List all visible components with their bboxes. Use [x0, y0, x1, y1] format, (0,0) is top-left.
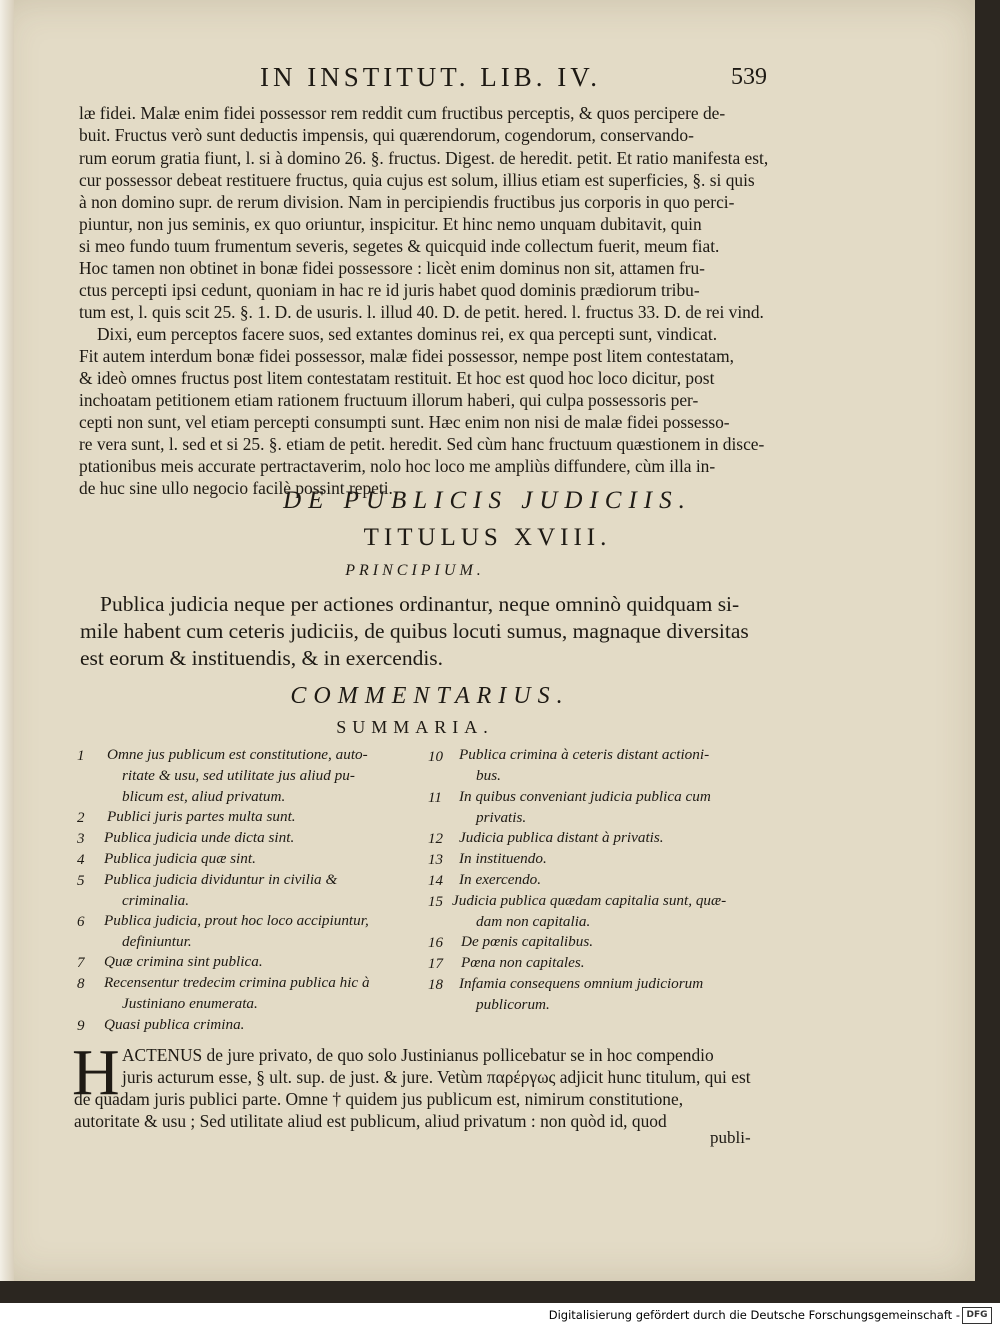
summary-line: Quæ crimina sint publica.: [104, 953, 263, 970]
summary-number: 9: [77, 1018, 85, 1034]
text-line: ptationibus meis accurate pertractaverim, nolo hoc loco me ampliùs diffundere, cùm illa in-: [79, 456, 716, 476]
drop-capital: H: [72, 1036, 120, 1109]
summary-number: 10: [428, 749, 443, 765]
text-line: autoritate & usu ; Sed utilitate aliud est publicum, aliud privatum : non quòd id, quod: [74, 1111, 667, 1131]
text-line: & ideò omnes fructus post litem contestatam restituit. Et hoc est quod hoc loco dicitur, post: [79, 368, 715, 388]
text-line: si meo fundo tuum frumentum severis, segetes & quicquid inde collectum fuerit, meum fiat.: [79, 236, 720, 256]
summary-number: 2: [77, 810, 85, 826]
running-title: IN INSTITUT. LIB. IV.: [260, 62, 601, 92]
law-line: Publica judicia neque per actiones ordinantur, neque omninò quidquam si-: [100, 592, 740, 616]
text-line: tum est, l. quis scit 25. §. 1. D. de usuris. l. illud 40. D. de petit. hered. l. fructus 33. D. de rei vind.: [79, 302, 764, 322]
summary-number: 8: [77, 976, 85, 992]
text-line: Fit autem interdum bonæ fidei possessor, malæ fidei possessor, nempe post litem contestatam,: [79, 346, 735, 366]
text-line: rum eorum gratia fiunt, l. si à domino 26. §. fructus. Digest. de heredit. petit. Et ratio manifesta est,: [79, 148, 769, 168]
summary-line: Publici juris partes multa sunt.: [107, 808, 296, 825]
summary-line: bus.: [476, 767, 501, 784]
summary-number: 12: [428, 831, 443, 847]
text-line: Dixi, eum perceptos facere suos, sed extantes dominus rei, ex qua percepti sunt, vindicat.: [97, 324, 718, 344]
section-heading: DE PUBLICIS JUDICIIS.: [283, 487, 692, 514]
digitization-footer: [0, 1303, 1000, 1327]
summary-line: criminalia.: [122, 892, 190, 909]
summary-number: 15: [428, 894, 443, 910]
summary-line: Omne jus publicum est constitutione, auto-: [107, 746, 368, 763]
summary-number: 5: [77, 873, 85, 889]
summary-number: 17: [428, 956, 443, 972]
summaria-heading: SUMMARIA.: [336, 717, 494, 737]
summary-line: Quasi publica crimina.: [104, 1016, 245, 1033]
summary-number: 14: [428, 873, 443, 889]
summary-line: Pœna non capitales.: [461, 954, 585, 971]
page-binding-edge: [0, 0, 14, 1281]
text-line: ACTENUS de jure privato, de quo solo Justinianus pollicebatur se in hoc compendio: [122, 1045, 714, 1065]
dfg-logo-icon: DFG: [962, 1307, 992, 1324]
summary-line: Recensentur tredecim crimina publica hic à: [104, 974, 370, 991]
text-line: re vera sunt, l. sed et si 25. §. etiam de petit. heredit. Sed cùm hanc fructuum quæstionem in disce-: [79, 434, 765, 454]
summary-number: 1: [77, 748, 85, 764]
summary-line: dam non capitalia.: [476, 913, 591, 930]
law-line: mile habent cum ceteris judiciis, de quibus locuti sumus, magnaque diversitas: [80, 619, 749, 643]
text-line: de huc sine ullo negocio facilè possint repeti.: [79, 478, 393, 498]
summary-line: In instituendo.: [459, 850, 547, 867]
summary-line: In quibus conveniant judicia publica cum: [459, 788, 711, 805]
summary-line: ritate & usu, sed utilitate jus aliud pu-: [122, 767, 355, 784]
summary-line: publicorum.: [476, 996, 550, 1013]
summary-number: 7: [77, 955, 85, 971]
text-line: cur possessor debeat restituere fructus, quia cujus est solum, illius etiam est superficies, §. si quis: [79, 170, 755, 190]
summary-line: In exercendo.: [459, 871, 542, 888]
text-line: inchoatam petitionem etiam rationem fructuum illorum haberi, qui culpa possessoris per-: [79, 390, 699, 410]
law-line: est eorum & instituendis, & in exercendis.: [80, 646, 444, 670]
summary-number: 16: [428, 935, 443, 951]
summary-number: 18: [428, 977, 443, 993]
titulus-heading: TITULUS XVIII.: [363, 524, 612, 551]
catchword: publi-: [710, 1128, 751, 1147]
text-line: Hoc tamen non obtinet in bonæ fidei possessore : licèt enim dominus non sit, attamen fru-: [79, 258, 705, 278]
summary-line: Publica judicia quæ sint.: [104, 850, 256, 867]
summary-line: Judicia publica quædam capitalia sunt, quæ-: [452, 892, 727, 909]
text-line: ctus percepti ipsi cedunt, quoniam in hac re id juris habet quod dominis prædiorum tribu-: [79, 280, 700, 300]
text-line: læ fidei. Malæ enim fidei possessor rem reddit cum fructibus perceptis, & quos percipere de-: [79, 103, 726, 123]
commentarius-heading: COMMENTARIUS.: [290, 683, 570, 709]
summary-line: De pœnis capitalibus.: [461, 933, 594, 950]
summary-line: privatis.: [476, 809, 527, 826]
summary-number: 11: [428, 790, 442, 806]
summary-line: blicum est, aliud privatum.: [122, 788, 286, 805]
text-line: de quadam juris publici parte. Omne † quidem jus publicum est, nimirum constitutione,: [74, 1089, 684, 1109]
text-line: à non domino supr. de rerum division. Nam in percipiendis fructibus jus corporis in quo perci-: [79, 192, 735, 212]
summary-line: Judicia publica distant à privatis.: [459, 829, 664, 846]
page-number: 539: [731, 64, 767, 90]
summary-number: 13: [428, 852, 443, 868]
text-line: buit. Fructus verò sunt deductis impensis, qui quærendorum, cogendorum, conservando-: [79, 125, 694, 145]
summary-number: 3: [77, 831, 85, 847]
summary-number: 4: [77, 852, 85, 868]
summary-line: definiuntur.: [122, 933, 192, 950]
text-line: juris acturum esse, § ult. sup. de just. & jure. Vetùm παρέργως adjicit hunc titulum, qui est: [122, 1067, 751, 1087]
summary-line: Infamia consequens omnium judiciorum: [459, 975, 704, 992]
summary-line: Publica judicia dividuntur in civilia &: [104, 871, 338, 888]
text-line: piuntur, non jus seminis, ex quo oriuntur, inspicitur. Et hinc nemo unquam dubitavit, quin: [79, 214, 702, 234]
summary-number: 6: [77, 914, 85, 930]
summary-line: Publica judicia unde dicta sint.: [104, 829, 295, 846]
footer-credit: Digitalisierung gefördert durch die Deutsche Forschungsgemeinschaft -: [548, 1308, 960, 1322]
summary-line: Justiniano enumerata.: [122, 995, 258, 1012]
principium-heading: PRINCIPIUM.: [345, 562, 485, 579]
text-line: cepti non sunt, vel etiam percepti consumpti sunt. Hæc enim non nisi de malæ fidei possesso-: [79, 412, 730, 432]
summary-line: Publica judicia, prout hoc loco accipiuntur,: [104, 912, 369, 929]
summary-line: Publica crimina à ceteris distant actioni-: [459, 746, 710, 763]
